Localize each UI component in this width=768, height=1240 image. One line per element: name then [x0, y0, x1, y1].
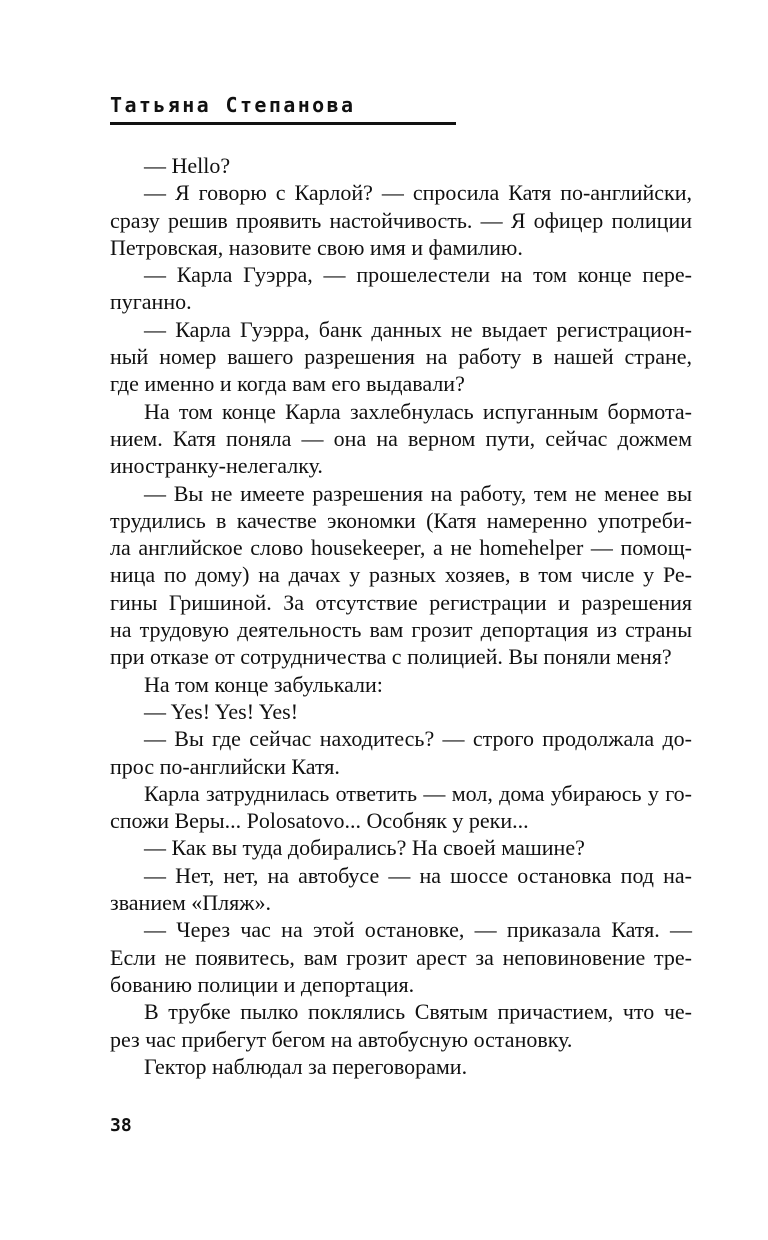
text-line: где именно и когда вам его выдавали?: [110, 371, 465, 397]
text-line: спожи Веры... Polosatovo... Особняк у реки...: [110, 808, 529, 834]
text-line: — Yes! Yes! Yes!: [144, 698, 299, 724]
text-line: Петровская, назовите свою имя и фамилию.: [110, 234, 523, 260]
running-head-author: Татьяна Степанова: [110, 93, 356, 117]
page-number: 38: [110, 1115, 132, 1136]
header-rule: [110, 122, 456, 125]
text-line: Гектор наблюдал за переговорами.: [144, 1053, 468, 1079]
text-line: В трубке пылко поклялись Святым причастием, что че-: [144, 999, 692, 1025]
text-line: бованию полиции и депортация.: [110, 971, 415, 997]
text-line: нием. Катя поняла — она на верном пути, сейчас дожмем: [110, 425, 692, 451]
text-line: На том конце Карла захлебнулась испуганным бормота-: [144, 398, 692, 424]
text-line: гины Гришиной. За отсутствие регистрации и разрешения: [110, 589, 692, 615]
text-line: на трудовую деятельность вам грозит депортация из страны: [110, 617, 692, 643]
text-line: пуганно.: [110, 289, 192, 315]
text-line: сразу решив проявить настойчивость. — Я офицер полиции: [110, 207, 692, 233]
text-line: Карла затруднилась ответить — мол, дома убираюсь у го-: [144, 780, 692, 806]
text-line: — Карла Гуэрра, — прошелестели на том конце пере-: [144, 262, 692, 288]
text-line: — Нет, нет, на автобусе — на шоссе остановка под на-: [144, 862, 692, 888]
text-line: — Вы где сейчас находитесь? — строго продолжала до-: [144, 726, 692, 752]
text-line: — Через час на этой остановке, — приказала Катя. —: [144, 917, 692, 943]
text-line: при отказе от сотрудничества с полицией. Вы поняли меня?: [110, 644, 672, 670]
text-line: — Я говорю с Карлой? — спросила Катя по-английски,: [144, 180, 692, 206]
text-line: ный номер вашего разрешения на работу в нашей стране,: [110, 344, 692, 370]
text-line: трудились в качестве экономки (Катя намеренно употреби-: [110, 507, 692, 533]
text-line: иностранку-нелегалку.: [110, 453, 323, 479]
text-line: прос по-английски Катя.: [110, 753, 340, 779]
text-line: рез час прибегут бегом на автобусную остановку.: [110, 1026, 573, 1052]
text-line: — Карла Гуэрра, банк данных не выдает регистрацион-: [144, 316, 692, 342]
text-line: званием «Пляж».: [110, 890, 271, 916]
body-text: [110, 152, 692, 1080]
text-line: ла английское слово housekeeper, а не homehelper — помощ-: [110, 535, 692, 561]
text-line: Если не появитесь, вам грозит арест за неповиновение тре-: [110, 944, 692, 970]
text-line: — Вы не имеете разрешения на работу, тем не менее вы: [144, 480, 692, 506]
text-line: — Hello?: [144, 153, 231, 178]
text-line: — Как вы туда добирались? На своей машине?: [144, 835, 585, 861]
text-line: ница по дому) на дачах у разных хозяев, в том числе у Ре-: [110, 562, 692, 588]
text-line: На том конце забулькали:: [144, 671, 383, 697]
